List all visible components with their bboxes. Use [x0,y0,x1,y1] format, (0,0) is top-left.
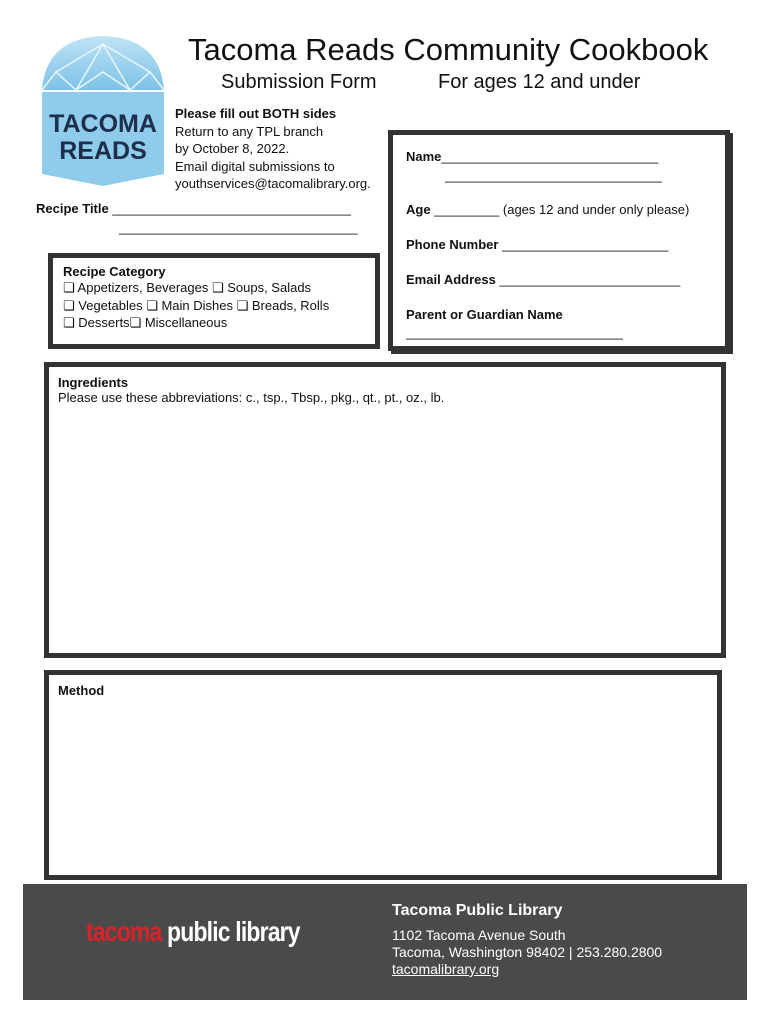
instructions-email: youthservices@tacomalibrary.org. [175,176,371,191]
tacoma-reads-logo [36,32,170,188]
page-title: Tacoma Reads Community Cookbook [188,32,709,67]
category-label: Recipe Category [63,264,166,279]
footer-address [392,927,662,978]
instructions-line: Return to any TPL branch [175,123,324,139]
phone-label: Phone Number [406,237,499,252]
email-field[interactable] [406,272,680,287]
phone-blank[interactable]: _______________________ [502,237,669,252]
method-label: Method [58,683,105,698]
footer-address-line1: 1102 Tacoma Avenue South [392,927,566,943]
name-field[interactable] [406,149,658,164]
guardian-label: Parent or Guardian Name [406,307,563,322]
instructions-line: Email digital submissions to [175,158,335,174]
instructions [175,105,371,193]
name-blank[interactable]: ______________________________ [441,149,659,164]
phone-field[interactable] [406,237,668,252]
email-blank[interactable]: _________________________ [499,272,681,287]
footer-website-link[interactable]: tacomalibrary.org [392,961,500,977]
recipe-category-box [48,253,380,349]
ingredients-box[interactable] [44,362,726,658]
name-blank-2[interactable] [445,168,662,183]
guardian-blank[interactable] [406,325,623,340]
wordmark-red: tacoma [86,916,162,947]
method-box[interactable] [44,670,722,880]
category-options-row[interactable]: ❏ Desserts❏ Miscellaneous [63,315,228,330]
age-label: Age [406,202,431,217]
ingredients-label: Ingredients [58,375,129,390]
email-label: Email Address [406,272,496,287]
category-options-row[interactable]: ❏ Vegetables ❏ Main Dishes ❏ Breads, Rolls [63,297,330,313]
recipe-title-blank-2[interactable]: _________________________________ [119,220,358,235]
footer-org-name: Tacoma Public Library [392,902,563,919]
instructions-bold: Please fill out BOTH sides [175,106,337,121]
category-options-row[interactable]: ❏ Appetizers, Beverages ❏ Soups, Salads [63,280,312,295]
guardian-field[interactable] [406,307,563,322]
contact-info-box [388,130,730,351]
age-blank[interactable]: _________ [434,202,500,217]
name-blank-2-text[interactable]: ______________________________ [445,168,662,183]
recipe-title-field[interactable] [36,201,351,216]
logo-line1: TACOMA [49,110,157,138]
form-subtitle: Submission Form [221,71,377,93]
name-label: Name [406,149,442,164]
age-range: For ages 12 and under [438,71,641,93]
ingredients-note: Please use these abbreviations: c., tsp., Tbsp., pkg., qt., pt., oz., lb. [58,390,445,405]
logo-line2: READS [59,137,147,165]
library-wordmark [86,916,300,948]
recipe-title-blank[interactable]: _________________________________ [112,201,351,216]
age-note: (ages 12 and under only please) [502,202,690,217]
instructions-line: by October 8, 2022. [175,141,290,156]
wordmark-white: public library [167,916,300,947]
guardian-blank-text[interactable]: ______________________________ [406,325,623,340]
footer-address-line2: Tacoma, Washington 98402 | 253.280.2800 [392,944,663,960]
age-field[interactable] [406,202,689,217]
recipe-title-label: Recipe Title [36,201,109,216]
